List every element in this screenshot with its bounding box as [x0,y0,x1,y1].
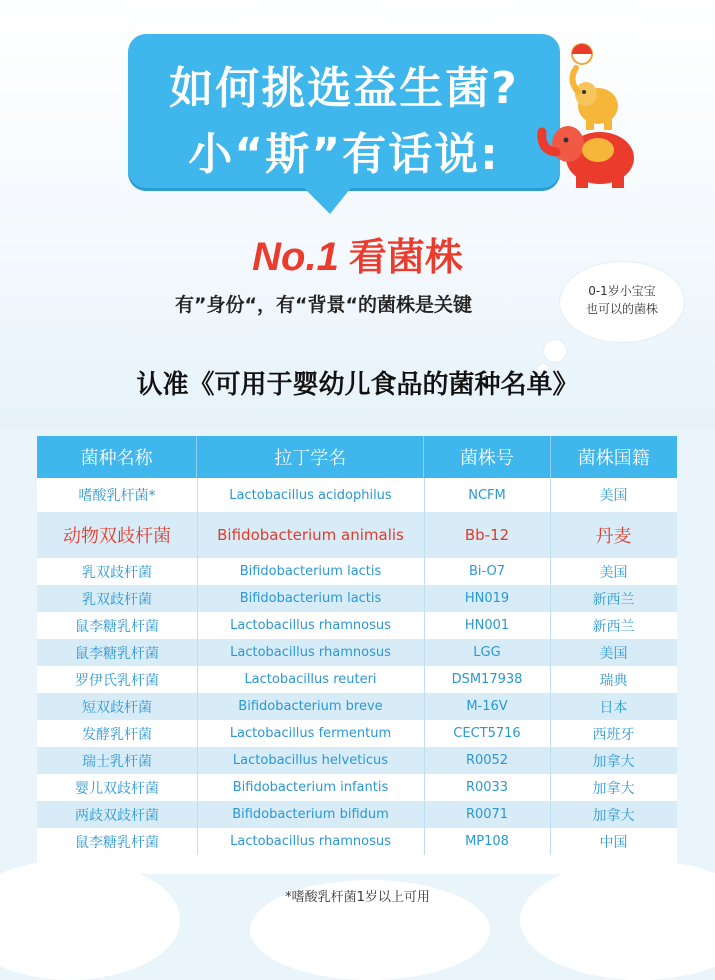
list-heading: 认准《可用于婴幼儿食品的菌种名单》 [136,370,579,400]
table-row [37,639,677,666]
table-row [37,585,677,612]
cell-strain-name: 两歧双歧杆菌 [75,807,159,824]
cell-country: 丹麦 [595,526,632,547]
header-country: 菌株国籍 [577,448,650,469]
cell-strain-name: 发酵乳杆菌 [82,726,152,743]
cell-strain-name: 乳双歧杆菌 [82,564,152,581]
column-divider [550,478,551,855]
cell-latin-name: Lactobacillus rhamnosus [230,645,391,660]
section-title: 看菌株 [348,235,463,279]
table-header-row [37,436,677,478]
cell-country: 中国 [599,834,628,851]
strain-table [37,436,677,855]
cell-strain-name: 鼠李糖乳杆菌 [75,618,159,635]
table-row [37,720,677,747]
cell-strain-id: HN019 [464,591,510,606]
cell-strain-name: 瑞士乳杆菌 [82,753,152,770]
footnote: *嗜酸乳杆菌1岁以上可用 [285,890,430,905]
cell-strain-name: 动物双歧杆菌 [63,526,171,547]
cell-strain-id: MP108 [465,834,509,849]
cell-latin-name: Lactobacillus reuteri [244,672,377,687]
cell-strain-name: 嗜酸乳杆菌* [78,488,156,504]
table-row [37,666,677,693]
table-row [37,512,677,558]
cell-strain-id: R0071 [465,807,509,822]
section-number: No.1 [252,235,339,279]
cell-country: 美国 [599,645,628,662]
cell-latin-name: Lactobacillus fermentum [229,726,392,741]
cell-latin-name: Bifidobacterium bifidum [232,807,389,822]
cloud-decoration [520,860,715,980]
cell-country: 新西兰 [592,618,635,635]
cloud-decoration [0,860,180,980]
thought-text [560,282,684,318]
table-row [37,558,677,585]
cell-latin-name: Bifidobacterium infantis [232,780,389,795]
cell-strain-id: Bi-O7 [468,564,506,579]
cell-strain-id: HN001 [464,618,510,633]
cell-latin-name: Lactobacillus acidophilus [229,487,392,503]
title-speech-bubble [128,34,560,188]
cell-strain-id: LGG [473,645,501,660]
table-body [37,478,677,855]
table-row [37,478,677,512]
cell-latin-name: Bifidobacterium lactis [239,591,382,606]
cell-country: 日本 [599,699,628,716]
header-latin-name: 拉丁学名 [197,436,424,478]
table-row [37,774,677,801]
header-strain-name: 菌种名称 [37,436,197,478]
cell-latin-name: Lactobacillus helveticus [232,753,389,768]
cell-country: 新西兰 [592,591,635,608]
column-divider [197,478,198,855]
thought-line2: 也可以的菌株 [585,302,658,316]
cell-country: 美国 [599,564,628,581]
section-subtitle: 有”身份“，有“背景“的菌株是关键 [175,294,472,316]
cell-strain-id: DSM17938 [451,672,523,687]
cell-strain-id: M-16V [466,699,508,714]
cell-strain-name: 婴儿双歧杆菌 [75,780,159,797]
table-row [37,747,677,774]
cell-latin-name: Bifidobacterium lactis [239,564,382,579]
header-strain-id: 菌株号 [424,436,550,478]
cell-strain-id: Bb-12 [464,526,510,544]
elephant-mascot-illustration [520,40,640,190]
cell-strain-id: NCFM [468,487,506,503]
cell-strain-name: 鼠李糖乳杆菌 [75,834,159,851]
table-row [37,801,677,828]
cell-latin-name: Bifidobacterium animalis [217,526,404,544]
cell-country: 西班牙 [592,726,635,743]
cell-latin-name: Lactobacillus rhamnosus [230,618,391,633]
thought-dot [544,340,566,362]
table-row [37,828,677,855]
cell-country: 瑞典 [599,672,628,689]
thought-line1: 0-1岁小宝宝 [588,284,656,298]
cell-strain-id: R0052 [465,753,509,768]
thought-cloud [560,262,684,342]
cell-country: 美国 [599,488,628,504]
cell-strain-name: 乳双歧杆菌 [82,591,152,608]
cell-strain-id: R0033 [465,780,509,795]
cell-latin-name: Lactobacillus rhamnosus [230,834,391,849]
cell-strain-name: 鼠李糖乳杆菌 [75,645,159,662]
speech-bubble-tail [300,184,354,214]
bubble-title-line2: 小“斯”有话说: [188,129,500,180]
table-row [37,612,677,639]
cell-country: 加拿大 [592,780,635,797]
cell-country: 加拿大 [592,753,635,770]
cell-strain-id: CECT5716 [453,726,521,741]
cell-latin-name: Bifidobacterium breve [238,699,383,714]
column-divider [424,478,425,855]
cell-country: 加拿大 [592,807,635,824]
bubble-title-line1: 如何挑选益生菌? [169,63,519,114]
cell-strain-name: 短双歧杆菌 [82,699,152,716]
cell-strain-name: 罗伊氏乳杆菌 [75,672,159,689]
table-row [37,693,677,720]
